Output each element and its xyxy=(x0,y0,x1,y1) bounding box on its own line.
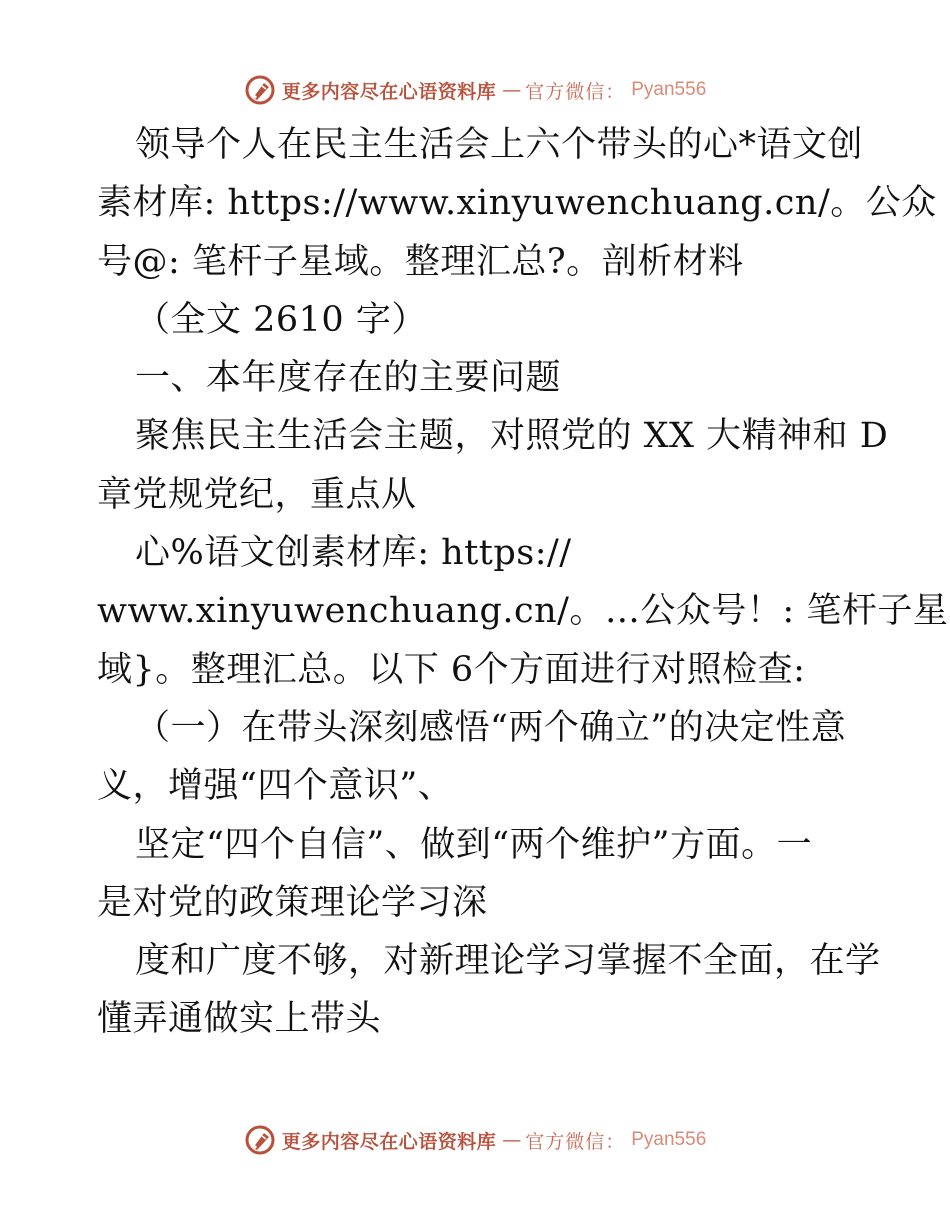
text-line: 领导个人在民主生活会上六个带头的心*语文创 xyxy=(135,125,864,165)
text-line: （全文 2610 字） xyxy=(135,299,427,340)
footer-banner xyxy=(0,1120,950,1160)
text-line: 义，增强“四个意识”、 xyxy=(97,766,454,807)
subsection-heading: （一）在带头深刻感悟“两个确立”的决定性意 xyxy=(135,707,847,748)
text-line: 聚焦民主生活会主题，对照党的 XX 大精神和 D xyxy=(135,416,889,457)
text-line: 坚定“四个自信”、做到“两个维护”方面。一 xyxy=(135,824,813,865)
fountain-pen-logo-icon xyxy=(244,74,276,106)
document-body xyxy=(97,116,949,1049)
banner-main-text: 更多内容尽在心语资料库 xyxy=(281,80,497,103)
banner-separator: — xyxy=(502,1129,520,1151)
text-line: 是对党的政策理论学习深 xyxy=(97,882,488,923)
banner-content xyxy=(244,1124,707,1156)
text-line: 懂弄通做实上带头 xyxy=(97,999,382,1040)
text-line: 域}。整理汇总。以下 6个方面进行对照检查: xyxy=(97,649,806,690)
fountain-pen-logo-icon xyxy=(244,1124,276,1156)
banner-main-text: 更多内容尽在心语资料库 xyxy=(281,1130,497,1153)
banner-wechat-label: 官方微信： xyxy=(525,1130,626,1153)
banner-content xyxy=(244,74,707,106)
text-line: 素材库: https://www.xinyuwenchuang.cn/。公众 xyxy=(97,183,937,224)
banner-wechat-label: 官方微信： xyxy=(525,80,626,103)
text-line: 心%语文创素材库: https:// xyxy=(135,533,572,574)
text-line: 章党规党纪，重点从 xyxy=(97,474,417,515)
banner-wechat-id: Pyan556 xyxy=(631,79,707,100)
banner-wechat-id: Pyan556 xyxy=(631,1129,707,1150)
text-line: www.xinyuwenchuang.cn/。…公众号！: 笔杆子星 xyxy=(97,591,949,632)
text-line: 度和广度不够，对新理论学习掌握不全面，在学 xyxy=(135,941,881,982)
banner-separator: — xyxy=(502,79,520,101)
section-heading: 一、本年度存在的主要问题 xyxy=(135,358,562,399)
text-line: 号@: 笔杆子星域。整理汇总?。剖析材料 xyxy=(97,241,744,282)
header-banner xyxy=(0,70,950,110)
